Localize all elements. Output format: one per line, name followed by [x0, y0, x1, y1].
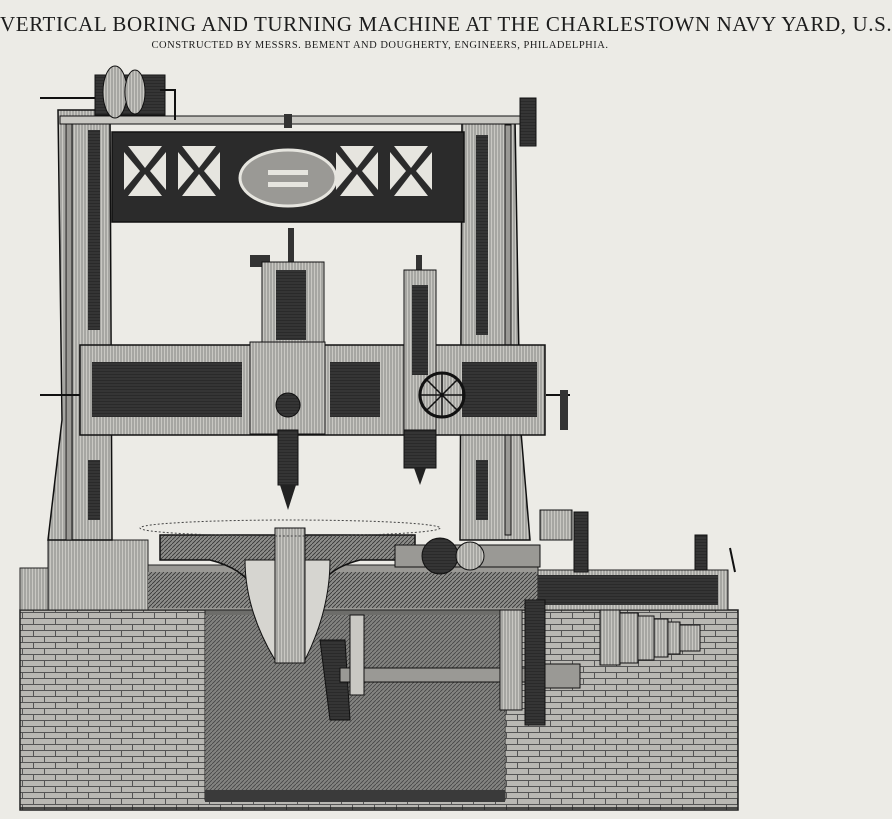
right-column: [460, 118, 530, 540]
page-subtitle: CONSTRUCTED BY MESSRS. BEMENT AND DOUGHERTY, ENGINEERS, PHILADELPHIA.: [151, 40, 609, 51]
left-column: [48, 110, 112, 540]
page-title: VERTICAL BORING AND TURNING MACHINE AT THE CHARLESTOWN NAVY YARD, U.S.: [0, 12, 892, 36]
boring-head: [250, 228, 325, 510]
top-girder: [112, 132, 464, 222]
